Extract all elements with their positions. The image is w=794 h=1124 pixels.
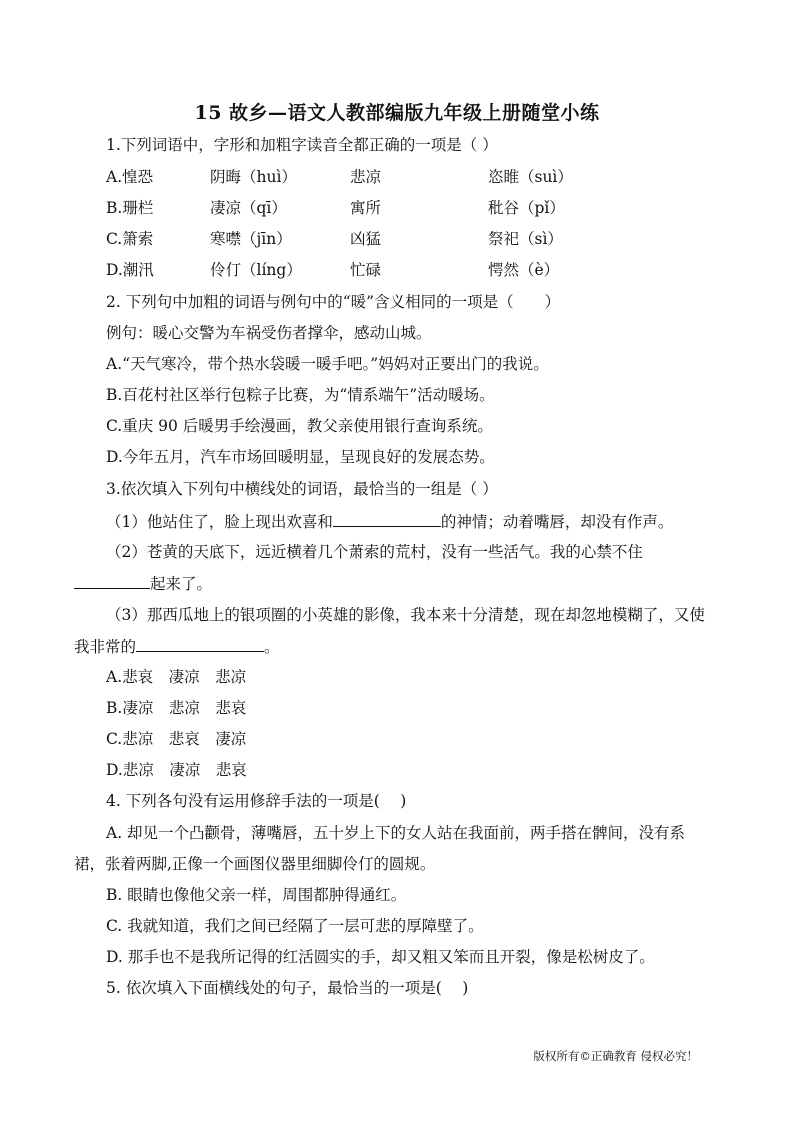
- q1-row-word-2: 阴晦（huì）: [210, 168, 297, 186]
- q4-option-b: B. 眼睛也像他父亲一样，周围都肿得通红。: [106, 886, 407, 904]
- q3-option-d: D.悲凉 凄凉 悲哀: [106, 761, 247, 779]
- q1-row-a: [106, 166, 706, 188]
- q1-stem: 1.下列词语中，字形和加粗字读音全都正确的一项是（ ）: [106, 136, 498, 154]
- q3-blank-3[interactable]: [136, 635, 264, 652]
- q4-option-a-line-2: 裙，张着两脚,正像一个画图仪器里细脚伶仃的圆规。: [74, 855, 436, 873]
- q1-row-b: [106, 197, 706, 219]
- q4-option-d: D. 那手也不是我所记得的红活圆实的手，却又粗又笨而且开裂，像是松树皮了。: [106, 948, 655, 966]
- q3-option-b: B.凄凉 悲凉 悲哀: [106, 699, 247, 717]
- q2-example: 例句：暖心交警为车祸受伤者撑伞，感动山城。: [106, 324, 432, 342]
- q4-stem: 4. 下列各句没有运用修辞手法的一项是( ): [106, 792, 407, 810]
- q3-sentence-1-start: （1）他站住了，脸上现出欢喜和: [106, 513, 333, 531]
- q3-blank-2[interactable]: [74, 572, 150, 589]
- q1-row-word-4: 秕谷（pǐ）: [488, 199, 565, 217]
- q1-row-label: B.珊栏: [106, 199, 154, 217]
- q3-sentence-3-mid: 我非常的: [74, 638, 137, 656]
- q1-row-label: C.箫索: [106, 230, 154, 248]
- q3-stem: 3.依次填入下列句中横线处的词语，最恰当的一组是（ ）: [106, 480, 498, 498]
- q1-row-d: [106, 259, 706, 281]
- q1-row-word-3: 寓所: [350, 199, 382, 217]
- copyright-footer: 版权所有©正确教育 侵权必究！: [533, 1049, 698, 1063]
- q1-row-word-3: 凶猛: [350, 230, 382, 248]
- q4-option-c: C. 我就知道，我们之间已经隔了一层可悲的厚障壁了。: [106, 917, 484, 935]
- q2-option-d: D.今年五月，汽车市场回暖明显，呈现良好的发展态势。: [106, 448, 495, 466]
- q1-row-word-2: 寒噤（jīn）: [210, 230, 292, 248]
- q1-row-word-2: 凄凉（qī）: [210, 199, 287, 217]
- q4-option-a-line-1: A. 却见一个凸颧骨，薄嘴唇，五十岁上下的女人站在我面前，两手搭在髀间，没有系: [106, 824, 686, 842]
- q1-row-word-4: 恣睢（suì）: [488, 168, 573, 186]
- q1-row-c: [106, 228, 706, 250]
- q1-row-label: A.惶恐: [106, 168, 154, 186]
- q3-sentence-1: [106, 510, 673, 533]
- q1-row-word-3: 忙碌: [350, 261, 382, 279]
- q1-row-word-4: 祭祀（sì）: [488, 230, 563, 248]
- q3-sentence-1-end: 的神情；动着嘴唇，却没有作声。: [440, 513, 674, 531]
- q2-stem: 2. 下列句中加粗的词语与例句中的“暖”含义相同的一项是（ ）: [106, 293, 561, 311]
- q2-option-b: B.百花村社区举行包粽子比赛，为“情系端午”活动暖场。: [106, 386, 495, 404]
- q1-row-word-4: 愕然（è）: [488, 261, 560, 279]
- q3-sentence-2-end: 起来了。: [150, 575, 213, 593]
- q1-row-label: D.潮汛: [106, 261, 154, 279]
- q1-row-word-3: 悲凉: [350, 168, 382, 186]
- q3-sentence-3-continued: [74, 635, 280, 658]
- q3-sentence-2-continued: [74, 572, 212, 595]
- q3-blank-1[interactable]: [333, 510, 441, 527]
- q3-option-a: A.悲哀 凄凉 悲凉: [106, 668, 247, 686]
- q3-sentence-3-start: （3）那西瓜地上的银项圈的小英雄的影像，我本来十分清楚，现在却忽地模糊了，又使: [106, 606, 705, 624]
- q3-option-c: C.悲凉 悲哀 凄凉: [106, 730, 247, 748]
- page-title: 15 故乡—语文人教部编版九年级上册随堂小练: [194, 102, 600, 124]
- q3-sentence-3-end: 。: [264, 638, 280, 656]
- q5-stem: 5. 依次填入下面横线处的句子，最恰当的一项是( ): [106, 979, 469, 997]
- q3-sentence-2-start: （2）苍黄的天底下，远近横着几个萧索的荒村，没有一些活气。我的心禁不住: [106, 543, 643, 561]
- q2-option-a: A.“天气寒冷，带个热水袋暖一暖手吧。”妈妈对正要出门的我说。: [106, 355, 549, 373]
- q2-option-c: C.重庆 90 后暖男手绘漫画，教父亲使用银行查询系统。: [106, 417, 493, 435]
- q1-row-word-2: 伶仃（líng）: [210, 261, 302, 279]
